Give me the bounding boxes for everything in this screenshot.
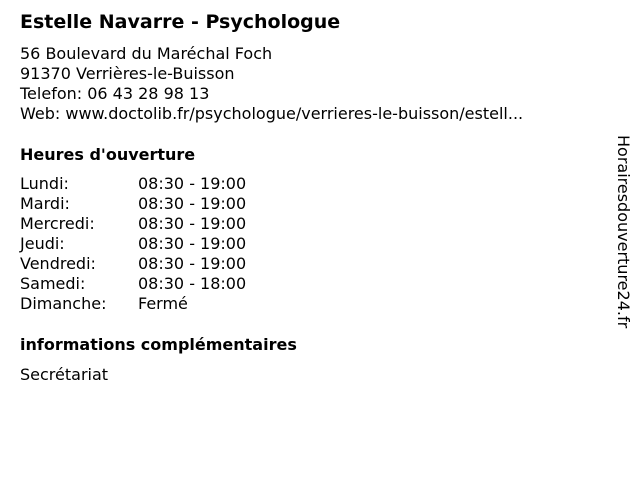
city-address: 91370 Verrières-le-Buisson — [20, 64, 235, 83]
site-watermark: Horairesdouverture24.fr — [614, 135, 633, 329]
additional-info-heading: informations complémentaires — [20, 335, 297, 354]
hours-row — [20, 254, 320, 274]
day-label: Mercredi: — [20, 214, 95, 233]
time-value: 08:30 - 19:00 — [138, 214, 247, 233]
time-value: 08:30 - 19:00 — [138, 254, 247, 273]
hours-row — [20, 194, 320, 214]
day-label: Mardi: — [20, 194, 70, 213]
phone-number: Telefon: 06 43 28 98 13 — [20, 84, 210, 103]
additional-info-text: Secrétariat — [20, 365, 109, 384]
address-block — [20, 44, 523, 124]
time-value: 08:30 - 18:00 — [138, 274, 247, 293]
hours-row — [20, 174, 320, 194]
business-title: Estelle Navarre - Psychologue — [20, 11, 341, 33]
time-value: 08:30 - 19:00 — [138, 174, 247, 193]
website-link[interactable]: Web: www.doctolib.fr/psychologue/verrieres-le-buisson/estell... — [20, 104, 524, 123]
day-label: Vendredi: — [20, 254, 96, 273]
day-label: Jeudi: — [20, 234, 65, 253]
hours-row — [20, 234, 320, 254]
day-label: Dimanche: — [20, 294, 107, 313]
day-label: Samedi: — [20, 274, 86, 293]
time-value: Fermé — [138, 294, 188, 313]
day-label: Lundi: — [20, 174, 69, 193]
opening-hours-heading: Heures d'ouverture — [20, 145, 196, 164]
time-value: 08:30 - 19:00 — [138, 194, 247, 213]
hours-row — [20, 214, 320, 234]
opening-hours-table — [20, 174, 320, 314]
hours-row — [20, 294, 320, 314]
hours-row — [20, 274, 320, 294]
time-value: 08:30 - 19:00 — [138, 234, 247, 253]
street-address: 56 Boulevard du Maréchal Foch — [20, 44, 273, 63]
